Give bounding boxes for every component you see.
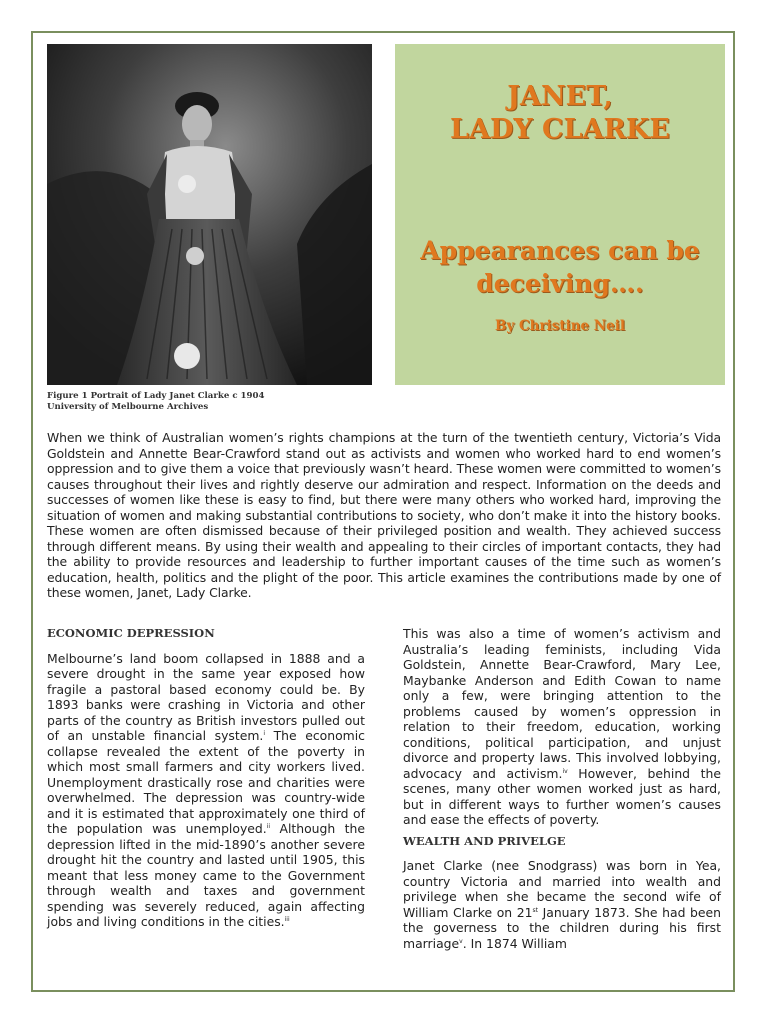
title-line-1: JANET, [507,81,613,112]
right-column [403,626,721,957]
caption-line-2: University of Melbourne Archives [47,402,209,412]
endnote-marker[interactable]: iii [284,915,290,923]
text-span: However, behind the scenes, many other women worked just as hard, but in different ways to further women’s causes and ease the effects of poverty. [403,765,722,827]
title-box [395,44,725,385]
text-span: January 1873. She had been the governess to the children during his first marriage [403,904,721,951]
text-span: Melbourne’s land boom collapsed in 1888 and a severe drought in the same year exposed how fragile a pastoral based economy could be. By 1893 banks were crashing in Victoria and other parts of the country as British investors pulled out of an unstable financial system. [47,650,365,743]
endnote-marker[interactable]: v [459,937,463,945]
text-span: . In 1874 William [462,935,567,951]
endnote-marker[interactable]: i [263,729,266,737]
portrait-photo [47,44,372,385]
caption-line-1: Figure 1 Portrait of Lady Janet Clarke c 1904 [47,391,265,401]
text-span: Janet Clarke (nee Snodgrass) was born in Yea, country Victoria and married into wealth and privilege when she became the second wife of William Clarke on 21 [403,858,721,920]
endnote-marker[interactable]: iv [562,767,568,775]
article-subtitle [395,234,725,300]
subtitle-line-1: Appearances can be [420,236,700,265]
text-span: This was also a time of women’s activism and Australia’s leading feminists, including Vida Goldstein, Annette Bear-Crawford, Mary Lee, Maybanke Anderson and Edith Cowan to name only a few, were bringing attention to the problems caused by women’s oppression in relation to their freedom, education, working conditions, political participation, and unjust divorce and property laws. This involved lobbying, advocacy and activism. [403,626,721,781]
ordinal-suffix: st [532,906,538,914]
text-span: Although the depression lifted in the mid-1890’s another severe drought hit the country and lasted until 1905, this meant that less money came to the Government through wealth and taxes and government spending was severely reduced, again affecting jobs and living conditions in the cities. [47,821,365,929]
economic-depression-paragraph [47,651,365,930]
title-line-2: LADY CLARKE [450,114,670,145]
author-byline: By Christine Neil [494,318,625,334]
womens-activism-paragraph [403,626,721,828]
article-title [395,80,725,146]
section-heading-economic-depression: ECONOMIC DEPRESSION [47,626,215,640]
endnote-marker[interactable]: ii [266,822,271,830]
figure-caption [47,391,377,413]
text-span: The economic collapse revealed the extent of the poverty in which most small farmers and city workers lived. Unemployment drastically rose and charities were overwhelmed. The depression was country-wide and it is estimated that approximately one third of the population was unemployed. [47,728,365,836]
section-heading-wealth-and-privilege: WEALTH AND PRIVELGE [403,833,566,848]
left-column [47,626,365,936]
wealth-privilege-paragraph [403,858,721,951]
intro-paragraph: When we think of Australian women’s rights champions at the turn of the twentieth century, Victoria’s Vida Goldstein and Annette Bear-Crawford stand out as activists and women who worked hard to end women’s oppression and to give them a voice that previously wasn’t heard. These women were committed to women’s causes throughout their lives and rightly deserve our admiration and respect. Information on the deeds and successes of women like these is easy to find, but there were many others who worked hard, improving the situation of women and making substantial contributions to society, who don’t make it into the history books. These women are often dismissed because of their privileged position and wealth. They achieved success through different means. By using their wealth and appealing to their circles of important contacts, they had the ability to provide resources and leadership to further important causes of the time such as women’s education, health, politics and the plight of the poor. This article examines the contributions made by one of these women, Janet, Lady Clarke. [47,430,721,600]
subtitle-line-2: deceiving…. [476,269,644,298]
